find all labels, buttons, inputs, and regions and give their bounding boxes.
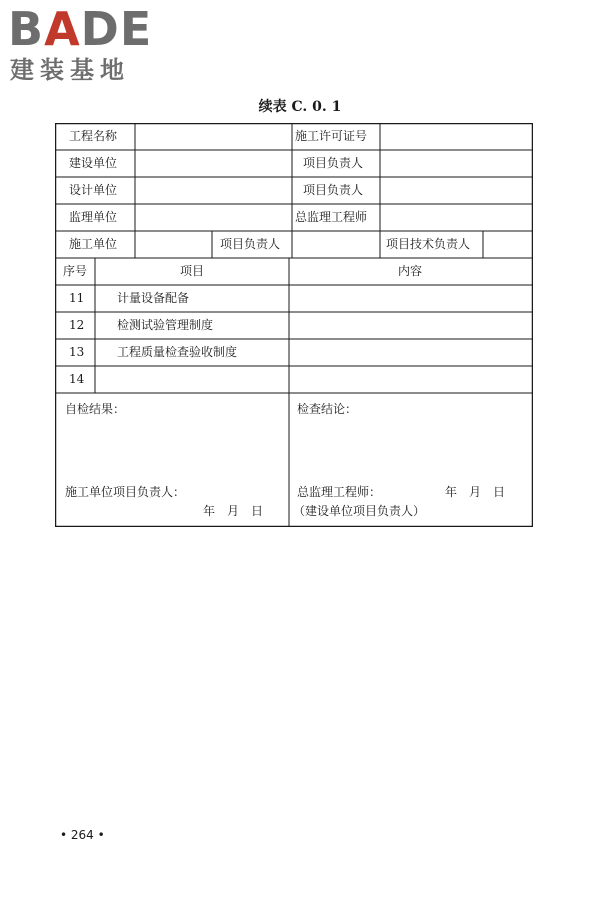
logo-wordmark: BADE [8,2,153,56]
column-header-no: 序号 [63,264,88,278]
owner-unit-label: 建设单位 [69,156,118,170]
inspection-form [55,123,533,527]
design-unit-label: 设计单位 [69,183,118,197]
logo-accent-letter: A [44,2,81,56]
page-number: • 264 • [60,828,105,842]
project-name-label: 工程名称 [69,129,118,143]
owner-pm-label: 项目负责人 [303,156,364,170]
inspection-conclusion-label: 检查结论： [297,402,358,416]
item-row-name: 工程质量检查验收制度 [117,345,238,359]
item-row-no: 14 [69,372,85,386]
self-check-signer: 施工单位项目负责人： [65,485,186,499]
item-row-no: 12 [69,318,85,332]
design-pm-label: 项目负责人 [303,183,364,197]
chief-supervisor-signer: 总监理工程师： [297,485,382,499]
item-row-name: 计量设备配备 [117,291,190,305]
item-row-no: 13 [69,345,85,359]
inspection-date: 年 月 日 [445,485,506,499]
owner-pm-note: （建设单位项目负责人） [293,504,426,518]
column-header-content: 内容 [398,264,423,278]
logo-subtitle: 建装基地 [10,56,130,84]
contractor-label: 施工单位 [69,237,118,251]
contractor-tech-lead-label: 项目技术负责人 [386,237,471,251]
table-title: 续表 C. 0. 1 [258,99,342,115]
chief-supervisor-label: 总监理工程师 [295,210,368,224]
item-row-no: 11 [69,291,85,305]
contractor-pm-label: 项目负责人 [220,237,281,251]
permit-number-label: 施工许可证号 [295,129,368,143]
self-check-label: 自检结果： [65,402,126,416]
brand-logo [8,4,183,86]
item-row-name: 检测试验管理制度 [117,318,214,332]
supervision-unit-label: 监理单位 [69,210,118,224]
self-check-date: 年 月 日 [203,504,264,518]
column-header-item: 项目 [180,264,205,278]
